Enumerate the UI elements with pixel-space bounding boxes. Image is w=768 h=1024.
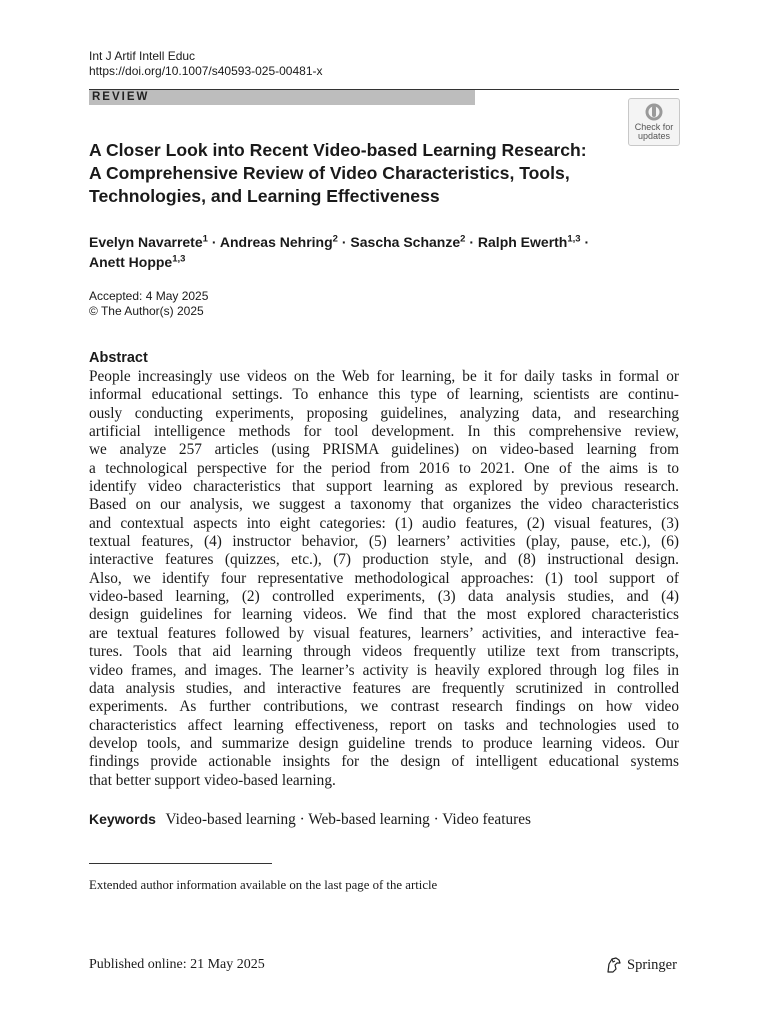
abstract-line: tures. Tools that aid learning through videos frequently utilize text from transcripts, (89, 643, 679, 661)
check-for-updates-text: Check for updates (634, 122, 674, 141)
abstract-line: that better support video-based learning. (89, 771, 336, 789)
check-for-updates-icon (645, 103, 663, 121)
abstract-line: ously conducting experiments, proposing guidelines, analyzing data, and researching (89, 404, 679, 422)
journal-name: Int J Artif Intell Educ (89, 49, 196, 63)
author-name[interactable]: Ralph Ewerth (477, 234, 568, 250)
abstract-line: we analyze 257 articles (using PRISMA guidelines) on video-based learning from (89, 441, 679, 459)
author-name[interactable]: Sascha Schanze (350, 234, 461, 250)
keywords-label: Keywords (89, 811, 156, 827)
abstract-heading: Abstract (89, 350, 148, 366)
footnote-rule (89, 863, 272, 864)
abstract-line: artificial intelligence methods for tool development. In this comprehensive review, (89, 423, 679, 441)
abstract-line: textual features, (4) instructor behavior, (5) learners’ activities (play, pause, etc.), (6) (89, 533, 679, 551)
author-separator: · (337, 234, 351, 250)
doi-link[interactable]: https://doi.org/10.1007/s40593-025-00481-x (89, 64, 323, 78)
abstract-line: video-based learning, (2) controlled experiments, (3) data analysis studies, and (4) (89, 588, 679, 606)
abstract-line: design guidelines for learning videos. We find that the most explored characteristics (89, 606, 679, 624)
abstract-line: a technological perspective for the period from 2016 to 2021. One of the aims is to (89, 459, 679, 477)
accepted-date: Accepted: 4 May 2025 (89, 289, 209, 303)
article-type-label: REVIEW (92, 91, 150, 103)
author-affiliation: 2 (332, 233, 338, 245)
author-affiliation: 1,3 (567, 233, 581, 245)
abstract-line: are textual features followed by visual features, learners’ activities, and interactive fea- (89, 624, 679, 642)
published-online-date: Published online: 21 May 2025 (89, 957, 265, 972)
keywords-list: Video-based learning · Web-based learning · Video features (165, 811, 531, 828)
abstract-line: Based on our analysis, we suggest a taxonomy that organizes the video characteristics (89, 496, 679, 514)
author-name[interactable]: Anett Hoppe (89, 254, 173, 270)
author-affiliation: 1 (202, 233, 208, 245)
title-line: A Closer Look into Recent Video-based Learning Research: (89, 140, 587, 160)
keywords (89, 809, 679, 830)
publisher-logo[interactable] (604, 955, 677, 975)
springer-horse-icon (604, 955, 624, 975)
abstract-line: develop tools, and summarize design guideline trends to produce learning videos. Our (89, 734, 679, 752)
title-line: A Comprehensive Review of Video Characteristics, Tools, (89, 163, 570, 183)
author-name[interactable]: Evelyn Navarrete (89, 234, 203, 250)
abstract-line: findings provide actionable insights for the design of intelligent educational systems (89, 753, 679, 771)
author-separator: · (465, 234, 478, 250)
author-name[interactable]: Andreas Nehring (219, 234, 333, 250)
author-affiliation: 1,3 (172, 253, 186, 265)
abstract-line: Also, we identify four representative methodological approaches: (1) tool support of (89, 569, 679, 587)
abstract-line: characteristics affect learning effectiveness, report on tasks and technologies used to (89, 716, 679, 734)
copyright-notice: © The Author(s) 2025 (89, 304, 204, 318)
abstract-line: informal educational settings. To enhance this type of learning, scientists are continu- (89, 386, 679, 404)
title-line: Technologies, and Learning Effectiveness (89, 186, 440, 206)
article-title (89, 139, 649, 208)
article-dates (89, 289, 208, 319)
abstract-text (89, 368, 679, 790)
author-separator: · (207, 234, 220, 250)
author-separator: · (580, 234, 590, 250)
author-list (89, 232, 679, 272)
abstract-line: and contextual aspects into eight categories: (1) audio features, (2) visual features, (3) (89, 514, 679, 532)
abstract-line: experiments. As further contributions, we contrast research findings on how video (89, 698, 679, 716)
footnote: Extended author information available on the last page of the article (89, 878, 438, 892)
abstract-line: People increasingly use videos on the Web for learning, be it for daily tasks in formal or (89, 368, 679, 385)
journal-header (89, 49, 323, 79)
abstract-line: identify video characteristics that support learning as explored by previous research. (89, 478, 679, 496)
abstract-line: data analysis studies, and interactive features are frequently scrutinized in controlled (89, 679, 679, 697)
publisher-name: Springer (627, 957, 677, 973)
author-affiliation: 2 (460, 233, 466, 245)
abstract-line: video frames, and images. The learner’s activity is heavily explored through log files in (89, 661, 679, 679)
abstract-line: interactive features (quizzes, etc.), (7) production style, and (8) instructional design. (89, 551, 679, 569)
